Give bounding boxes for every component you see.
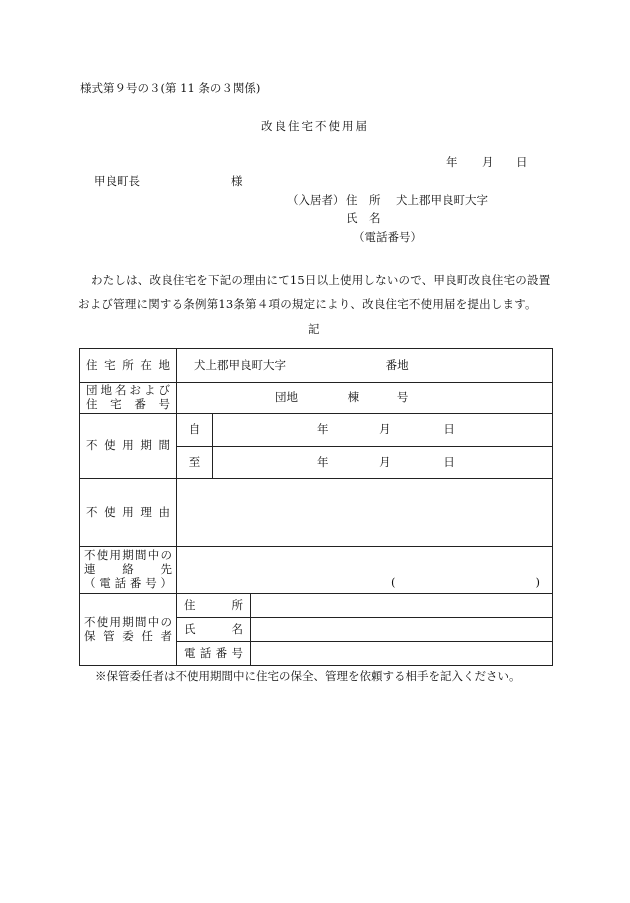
custodian-address-label: 住 所 — [177, 594, 251, 618]
form-number: 様式第９号の３(第 11 条の３関係) — [80, 81, 261, 95]
addressee-honorific: 様 — [231, 174, 243, 188]
applicant-phone-label: （電話番号） — [353, 230, 422, 244]
field-reason[interactable] — [177, 479, 553, 547]
label-contact-line1: 不使用期間中の — [84, 548, 172, 563]
label-custodian-line2: 保管委任者 — [84, 628, 172, 643]
period-from-month: 月 — [379, 422, 391, 437]
location-prefix: 犬上郡甲良町大字 — [194, 357, 286, 372]
period-from-year: 年 — [317, 422, 329, 437]
label-contact — [80, 547, 177, 594]
field-complex[interactable] — [177, 383, 553, 414]
applicant-role: （入居者） — [287, 193, 345, 207]
field-contact[interactable] — [177, 547, 553, 594]
row-contact — [80, 547, 553, 594]
period-from-day: 日 — [443, 422, 455, 437]
contact-paren-open: ( — [391, 575, 396, 590]
statement-text: わたしは、改良住宅を下記の理由にて15日以上使用しないので、甲良町改良住宅の設置および管理に関する条例第13条第４項の規定により、改良住宅不使用届を提出します。 — [78, 273, 551, 311]
field-location[interactable] — [177, 349, 553, 383]
label-contact-line2: 連絡先 — [84, 562, 172, 577]
field-period-from[interactable] — [213, 414, 553, 447]
field-period-to[interactable] — [213, 447, 553, 479]
form-table — [79, 348, 553, 666]
label-location: 住宅所在地 — [80, 349, 177, 383]
period-to-day: 日 — [443, 454, 455, 469]
applicant-name-label: 氏 名 — [346, 211, 381, 225]
row-reason — [80, 479, 553, 547]
field-custodian-address[interactable] — [251, 594, 553, 618]
date-month-label: 月 — [482, 155, 494, 169]
complex-gou: 号 — [396, 390, 409, 405]
row-period-from — [80, 414, 553, 447]
row-custodian-address — [80, 594, 553, 618]
addressee: 甲良町長 — [94, 174, 140, 188]
label-reason: 不使用理由 — [80, 479, 177, 547]
label-complex-line2: 住宅番号 — [86, 397, 170, 411]
period-to-year: 年 — [317, 454, 329, 469]
label-contact-line3: （電話番号） — [84, 575, 172, 590]
label-custodian-line1: 不使用期間中の — [84, 614, 172, 629]
field-custodian-name[interactable] — [251, 618, 553, 642]
label-complex — [80, 383, 177, 414]
footnote: ※保管委任者は不使用期間中に住宅の保全、管理を依頼する相手を記入ください。 — [95, 669, 521, 683]
row-complex — [80, 383, 553, 414]
period-from-label: 自 — [177, 414, 213, 447]
contact-paren-close: ) — [535, 575, 541, 590]
label-complex-line1: 団地名および — [86, 383, 170, 398]
location-suffix: 番地 — [385, 357, 409, 372]
field-custodian-phone[interactable] — [251, 642, 553, 666]
label-custodian — [80, 594, 177, 666]
complex-danchi: 団地 — [275, 390, 298, 405]
label-period: 不使用期間 — [80, 414, 177, 479]
period-to-label: 至 — [177, 447, 213, 479]
custodian-name-label: 氏 名 — [177, 618, 251, 642]
complex-tou: 棟 — [347, 390, 360, 405]
applicant-address-value[interactable]: 犬上郡甲良町大字 — [396, 193, 488, 207]
ki-heading: 記 — [308, 322, 320, 336]
date-year-label: 年 — [446, 155, 458, 169]
date-day-label: 日 — [516, 155, 528, 169]
applicant-address-label: 住 所 — [346, 193, 381, 207]
custodian-phone-label: 電話番号 — [177, 642, 251, 666]
period-to-month: 月 — [379, 454, 391, 469]
row-location — [80, 349, 553, 383]
document-title: 改良住宅不使用届 — [261, 119, 369, 133]
